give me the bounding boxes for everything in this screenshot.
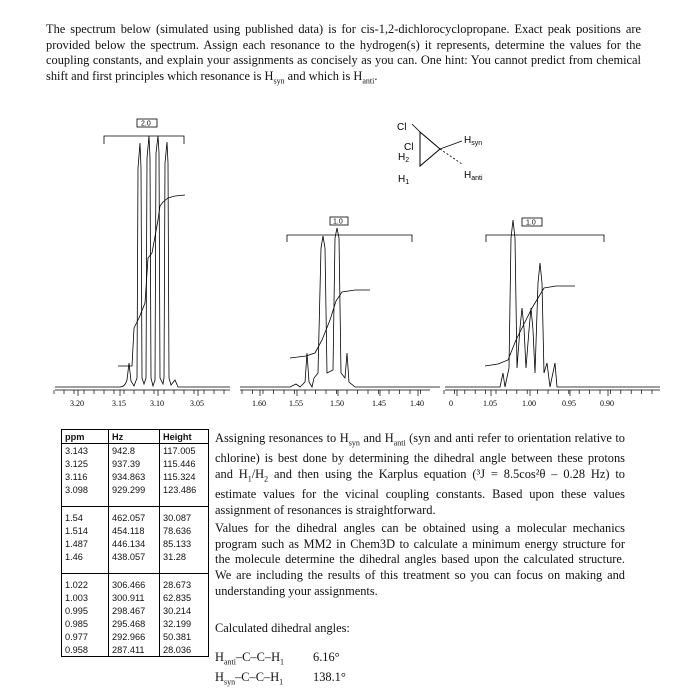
- dihedral-row-anti: $H_{anti}-C-C-H_1$ 6.16°: [215, 650, 346, 670]
- cell-ppm: 0.995: [62, 604, 109, 617]
- cell-height: 28.036: [163, 644, 192, 655]
- cell-ppm: 0.977: [62, 630, 109, 643]
- cell-height: 78.636: [163, 525, 192, 536]
- header-height: Height: [160, 430, 209, 444]
- cell-hz: 929.299: [109, 483, 160, 496]
- axis-tick-label: 1.60: [252, 399, 266, 408]
- cell-hz: 462.057: [109, 511, 160, 524]
- cell-hz: 287.411: [109, 643, 160, 657]
- cell-ppm: 3.143: [62, 444, 109, 458]
- cyclopropane-ring: [420, 132, 440, 166]
- axis-tick-label: 1.50: [330, 399, 344, 408]
- peak-table: [61, 429, 209, 657]
- table-row: [62, 444, 209, 458]
- nmr-spectrum-figure: [0, 108, 673, 428]
- cell-ppm: 1.46: [62, 550, 109, 563]
- cell-hz: 438.057: [109, 550, 160, 563]
- axis-tick-label: 1.00: [522, 399, 536, 408]
- table-row: [62, 643, 209, 657]
- bond-hsyn: [440, 141, 462, 149]
- table-row: [62, 537, 209, 550]
- intro-paragraph: The spectrum below (simulated using published data) is for cis-1,2-dichlorocyclopropane. Exact peak positions are provided below the spectrum. Assign each resonance to the hydrogen(s) it represents, determine the values for the coupling constants, and explain your assignments as concisely as you can. One hint: You cannot predict from chemical shift and first principles which resonance is $H_{syn}$ and which is $H_{anti}$.: [46, 22, 641, 86]
- table-row: [62, 483, 209, 496]
- paragraph-calculated: Calculated dihedral angles:: [215, 621, 350, 635]
- cell-ppm: 3.098: [62, 483, 109, 496]
- cell-hz: 446.134: [109, 537, 160, 550]
- axis-tick-label: 3.05: [190, 399, 204, 408]
- cell-hz: 306.466: [109, 578, 160, 591]
- cell-ppm: 1.487: [62, 537, 109, 550]
- cell-height: 50.381: [163, 631, 192, 642]
- cell-height: 32.199: [163, 618, 192, 629]
- axis-tick-label: 3.15: [112, 399, 126, 408]
- table-row: [62, 578, 209, 591]
- cell-ppm: 1.003: [62, 591, 109, 604]
- table-row: [62, 470, 209, 483]
- table-row: [62, 630, 209, 643]
- cell-height: 117.005: [163, 445, 196, 456]
- table-row: [62, 511, 209, 524]
- table-row: [62, 524, 209, 537]
- axis-tick-label: 1.45: [372, 399, 386, 408]
- mol-cl-top: Cl: [397, 122, 407, 133]
- axis-tick-label: 0.90: [600, 399, 614, 408]
- integral-bracket-2: [287, 235, 412, 242]
- cell-ppm: 3.116: [62, 470, 109, 483]
- cell-height: 30.087: [163, 512, 192, 523]
- table-row: [62, 617, 209, 630]
- dihedral-value-syn: 138.1°: [313, 670, 346, 685]
- axis-tick-label: 1.55: [289, 399, 303, 408]
- axis-tick-label: 0: [449, 399, 453, 408]
- mol-cl-mid: Cl: [404, 142, 414, 153]
- cell-height: 123.486: [163, 484, 197, 495]
- cell-hz: 292.966: [109, 630, 160, 643]
- cell-height: 115.324: [163, 471, 196, 482]
- integral-label-1: 2.0: [141, 120, 151, 128]
- axis-tick-label: 0.95: [562, 399, 576, 408]
- axis-tick-label: 3.20: [70, 399, 84, 408]
- spectrum-trace-1: [55, 136, 230, 387]
- bond-hanti: [440, 149, 462, 164]
- table-row: [62, 457, 209, 470]
- cell-ppm: 1.54: [62, 511, 109, 524]
- integral-bracket-1: [104, 136, 184, 144]
- integral-label-2: 1.0: [333, 218, 343, 226]
- integral-curve-2: [290, 290, 370, 358]
- mol-hsyn: $H_{syn}$: [464, 135, 483, 147]
- cell-height: 31.28: [163, 551, 186, 562]
- dihedral-row-syn: $H_{syn}-C-C-H_1$ 138.1°: [215, 670, 346, 690]
- cell-height: 30.214: [163, 605, 192, 616]
- table-row: [62, 591, 209, 604]
- bond-cl-top: [412, 124, 420, 132]
- axis-tick-label: 3.10: [150, 399, 164, 408]
- header-hz: Hz: [109, 430, 160, 444]
- spectrum-trace-3: [445, 220, 660, 387]
- cell-height: 115.446: [163, 458, 196, 469]
- cell-hz: 937.39: [109, 457, 160, 470]
- cell-hz: 934.863: [109, 470, 160, 483]
- table-row: [62, 550, 209, 563]
- cell-hz: 942.8: [109, 444, 160, 458]
- mol-h1: $H_1$: [398, 174, 410, 186]
- cell-height: 85.133: [163, 538, 192, 549]
- cell-hz: 295.468: [109, 617, 160, 630]
- cell-hz: 300.911: [109, 591, 160, 604]
- axis-tick-label: 1.05: [483, 399, 497, 408]
- cell-height: 28.673: [163, 579, 192, 590]
- mol-hanti: $H_{anti}$: [464, 170, 483, 182]
- dihedral-list: [215, 650, 346, 690]
- cell-ppm: 3.125: [62, 457, 109, 470]
- mol-h2: $H_2$: [398, 152, 410, 164]
- cell-hz: 298.467: [109, 604, 160, 617]
- paragraph-karplus: Assigning resonances to $H_{syn}$ and $H_{anti}$ (syn and anti refer to orientation relative to chlorine) is best done by determining the dihedral angle between these protons and $H_1/H_2$ and then using the Karplus equation (³J = 8.5cos²θ – 0.28 Hz) to estimate values for the vicinal coupling constants. Based upon these values assignment of resonances is straightforward.: [215, 431, 625, 517]
- cell-ppm: 0.958: [62, 643, 109, 657]
- paragraph-dihedral: Values for the dihedral angles can be obtained using a molecular mechanics program such as MM2 in Chem3D to calculate a minimum energy structure for the molecule determine the dihedral angles based upon the calculated structure. We are including the results of this treatment so you can focus on making and understanding your assignments.: [215, 521, 625, 598]
- cell-ppm: 0.985: [62, 617, 109, 630]
- cell-ppm: 1.022: [62, 578, 109, 591]
- header-ppm: ppm: [62, 430, 109, 444]
- integral-label-3: 1.0: [526, 219, 536, 227]
- cell-ppm: 1.514: [62, 524, 109, 537]
- table-row: [62, 604, 209, 617]
- cell-height: 62.835: [163, 592, 192, 603]
- integral-curve-3: [485, 286, 575, 366]
- cell-hz: 454.118: [109, 524, 160, 537]
- axis-tick-label: 1.40: [410, 399, 424, 408]
- integral-bracket-3: [486, 235, 604, 242]
- spectrum-trace-2: [240, 228, 440, 387]
- integral-curve-1: [118, 195, 185, 366]
- dihedral-value-anti: 6.16°: [313, 650, 340, 664]
